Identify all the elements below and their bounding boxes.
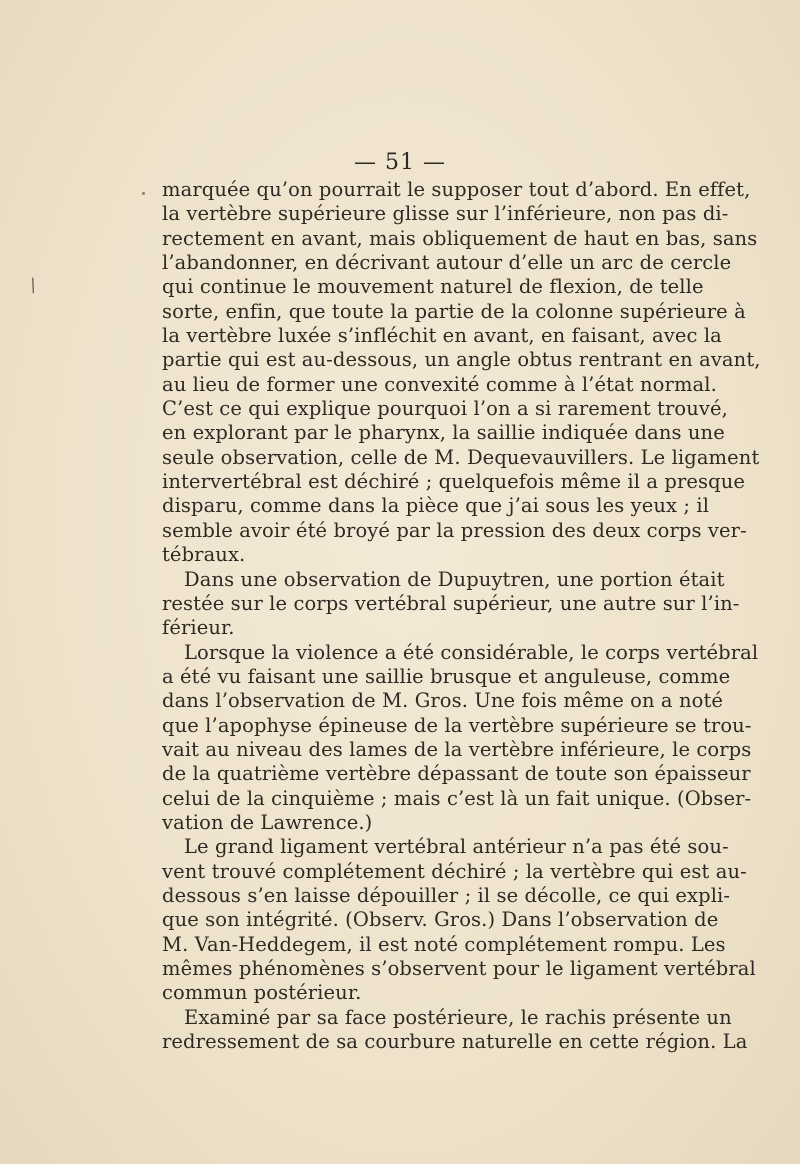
margin-pencil-mark: / xyxy=(26,274,40,297)
text-line: restée sur le corps vertébral supérieur, une autre sur l’in- xyxy=(162,591,740,615)
text-line: dessous s’en laisse dépouiller ; il se décolle, ce qui expli- xyxy=(162,883,731,907)
text-line: marquée qu’on pourrait le supposer tout d’abord. En effet, xyxy=(162,178,751,201)
text-line: vait au niveau des lames de la vertèbre inférieure, le corps xyxy=(162,737,752,761)
text-line: a été vu faisant une saillie brusque et anguleuse, comme xyxy=(162,664,731,688)
page-number: — 51 — xyxy=(354,150,446,175)
text-line: intervertébral est déchiré ; quelquefois même il a presque xyxy=(162,470,746,494)
text-line: Le grand ligament vertébral antérieur n’a pas été sou- xyxy=(184,835,729,859)
text-line: la vertèbre luxée s’infléchit en avant, en faisant, avec la xyxy=(162,324,722,348)
text-line: férieur. xyxy=(162,616,235,640)
text-line: Dans une observation de Dupuytren, une portion était xyxy=(184,567,725,591)
text-line: en explorant par le pharynx, la saillie indiquée dans une xyxy=(162,421,725,445)
body-text xyxy=(162,178,761,1054)
text-line: dans l’observation de M. Gros. Une fois même on a noté xyxy=(162,689,724,713)
text-line: redressement de sa courbure naturelle en cette région. La xyxy=(162,1030,748,1054)
text-line: commun postérieur. xyxy=(162,981,362,1005)
text-line: rectement en avant, mais obliquement de haut en bas, sans xyxy=(162,226,758,250)
text-line: que l’apophyse épineuse de la vertèbre supérieure se trou- xyxy=(162,713,752,737)
text-line: celui de la cinquième ; mais c’est là un fait unique. (Obser- xyxy=(162,786,752,810)
text-line: qui continue le mouvement naturel de flexion, de telle xyxy=(162,275,704,299)
text-line: la vertèbre supérieure glisse sur l’inférieure, non pas di- xyxy=(162,202,729,226)
text-line: vent trouvé complétement déchiré ; la vertèbre qui est au- xyxy=(162,859,747,883)
text-line: C’est ce qui explique pourquoi l’on a si rarement trouvé, xyxy=(162,397,728,421)
text-line: tébraux. xyxy=(162,543,246,567)
text-line: au lieu de former une convexité comme à l’état normal. xyxy=(162,372,717,396)
text-line: sorte, enfin, que toute la partie de la colonne supérieure à xyxy=(162,299,746,323)
text-line: M. Van-Heddegem, il est noté complétement rompu. Les xyxy=(162,932,726,956)
text-line: l’abandonner, en décrivant autour d’elle un arc de cercle xyxy=(162,251,732,275)
text-line: que son intégrité. (Observ. Gros.) Dans l’observation de xyxy=(162,908,719,932)
text-line: mêmes phénomènes s’observent pour le ligament vertébral xyxy=(162,957,756,980)
text-line: Lorsque la violence a été considérable, le corps vertébral xyxy=(184,640,759,664)
text-line: Examiné par sa face postérieure, le rachis présente un xyxy=(184,1005,732,1029)
text-line: de la quatrième vertèbre dépassant de toute son épaisseur xyxy=(162,762,751,786)
text-line: seule observation, celle de M. Dequevauvillers. Le ligament xyxy=(162,445,760,469)
text-line: semble avoir été broyé par la pression des deux corps ver- xyxy=(162,518,747,542)
text-line: partie qui est au-dessous, un angle obtus rentrant en avant, xyxy=(162,348,761,372)
text-line: vation de Lawrence.) xyxy=(162,810,373,834)
text-line: disparu, comme dans la pièce que j’ai sous les yeux ; il xyxy=(162,494,710,518)
ink-dot xyxy=(142,192,145,195)
